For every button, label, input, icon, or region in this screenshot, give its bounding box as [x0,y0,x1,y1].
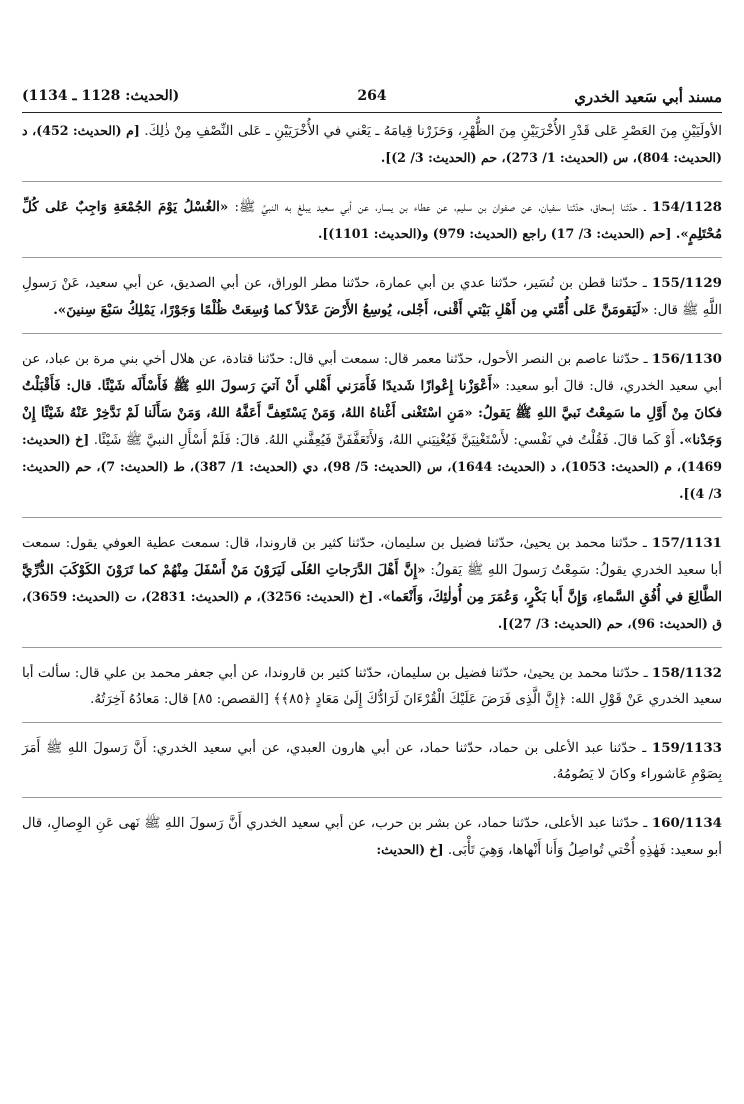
divider [22,257,722,258]
reference: [خ (الحديث: [376,842,444,857]
paragraph-text: الأولَيَيْنِ مِنَ العَصْرِ عَلى قَدْرِ الأُخْرَيَيْنِ مِنَ الظُّهْرِ، وَحَزَرْنا قِيامَهُ ـ يَعْني في الأُخْرَيَيْنِ ـ عَلى النِّصْفِ مِنْ ذٰلِكَ. [144,124,722,139]
isnad-text: ـ حدّثنا قطن بن نُسَير، حدّثنا عدي بن أبي عمارة، حدّثنا مطر الوراق، عن أبي الصديق، عن أبي سعيد، عَنْ رَسولِ اللَّهِ ﷺ قال: [22,276,722,318]
hadith-text: «إِنَّ أَهْلَ الدَّرَجاتِ العُلَى لَيَرَوْنَ مَنْ أَسْفَلَ مِنْهُمْ كما تَرَوْنَ الكَوْكَبَ الدُّرِّيَّ الطَّالِعَ في أُفُقِ السَّماءِ، وَإِنَّ أَبا بَكْرٍ، وَعُمَرَ مِن أُولٰئِكَ، وَأَنْعَما». [22,562,722,605]
isnad-text: ـ حدّثنا عبد الأعلى بن حماد، حدّثنا حماد، عن أبي هارون العبدي، عن أبي سعيد الخدري: أَنَّ رَسولَ اللهِ ﷺ أَمَرَ بِصَوْمِ عَاشوراء وكانَ لا يَصُومُهُ. [22,741,722,782]
hadith-entry-1130 [22,346,722,508]
isnad-text: ـ حدّثنا محمد بن يحيىٰ، حدّثنا فضيل بن سليمان، حدّثنا كثير بن قاروندا، قال: سمعت عطية العوفي يقول: سمعت أبا سعيد الخدري يقولُ: سَمِعْتُ رَسولَ اللهِ ﷺ يَقولُ: [22,536,722,578]
book-title: مسند أبي سَعيد الخدري [574,88,722,106]
hadith-number: 157/1131 [651,535,722,551]
hadith-entry-1131 [22,530,722,638]
reference: [خ (الحديث: 1469)، م (الحديث: 1053)، د (الحديث: 1644)، س (الحديث: 5/ 98)، دي (الحديث: 1/ 387)، ط (الحديث: 7)، حم (الحديث: 3/ 4)]. [22,432,723,501]
page-body [22,118,722,864]
hadith-number: 155/1129 [651,275,722,291]
quran-verse: ﴿إِنَّ الَّذِى فَرَضَ عَلَيْكَ الْقُرْءَانَ لَرَادُّكَ إِلَىٰ مَعَادٍ ﴿٨٥﴾﴾ [273,692,567,707]
page-header [22,86,722,113]
paragraph-continuation [22,118,722,172]
isnad-text: ـ حدّثنا إسحاق، حدّثنا سفيان، عن صفوان بن سليم، عن عطاء بن يسار، عن أبي سعيد يبلغ به النبيَّ ﷺ: [234,200,646,215]
isnad-text: ـ حدّثنا عاصم بن النصر الأحول، حدّثنا معمر قال: سمعت أبي قال: حدّثنا قتادة، عن هلال أخي بني مرة بن عباد، عن أبي سعيد الخدري، قال: قالَ أبو سعيد: [22,352,722,394]
hadith-entry-1129 [22,270,722,324]
hadith-number: 159/1133 [651,740,722,756]
hadith-number: 160/1134 [651,815,722,831]
hadith-entry-1134 [22,810,722,864]
hadith-entry-1128 [22,194,722,248]
hadith-text: «أَعْوَزْنا إِعْوازًا شَديدًا فَأَمَرَني أَهْلي أَنْ آتيَ رَسولَ اللهِ ﷺ فَأَسْأَلَه شَيْئًا. قال: فَأَقْبَلْتُ فكانَ مِنْ أَوَّلِ ما سَمِعْتُ نَبيَّ اللهِ ﷺ يَقولُ: «مَنِ اسْتَغْنى أَغْناهُ اللهُ، وَمَنْ يَسْتَعِفَّ أَعَفَّهُ اللهُ، وَمَنْ سَأَلَنا لَمْ نَدَّخِرْ عَنْهُ شَيْئًا إِنْ وَجَدْنا». [22,378,723,448]
reference: [م (الحديث: 452)، د (الحديث: 804)، س (الحديث: 1/ 273)، حم (الحديث: 3/ 2)]. [22,123,722,165]
isnad-text: ـ حدّثنا عبد الأعلى، حدّثنا حماد، عن بشر بن حرب، عن أبي سعيد الخدري أَنَّ رَسولَ اللهِ ﷺ نَهى عَنِ الوِصالِ، قال أبو سعيد: فَهٰذِهِ أُخْتي تُواصِلُ وَأَنا أَنْهاها، وَهِيَ تَأْبَى. [22,816,722,858]
hadith-number: 158/1132 [651,665,722,681]
divider [22,181,722,182]
hadith-text: «لَيَقومَنَّ عَلى أُمَّتي مِن أَهْلِ بَيْتي أَقْنى، أَجْلى، يُوسِعُ الأَرْضَ عَدْلاً كما وُسِعَتْ ظُلْمًا وَجَوْرًا، يَمْلِكُ سَبْعَ سِنينَ». [53,302,649,318]
divider [22,797,722,798]
reference: [حم (الحديث: 3/ 17) راجع (الحديث: 979) و(الحديث: 1101)]. [317,226,672,241]
hadith-entry-1132 [22,660,722,713]
verse-commentary: [القصص: ٨٥] قال: مَعادُهُ آخِرَتُهُ. [90,692,270,707]
hadith-number: 154/1128 [651,199,723,215]
hadith-number: 156/1130 [651,351,722,367]
divider [22,517,722,518]
hadith-text: «الغُسْلُ يَوْمَ الجُمْعَةِ وَاجِبٌ عَلى كُلِّ مُحْتَلِمٍ». [22,199,722,242]
divider [22,333,722,334]
isnad-text: ـ حدّثنا محمد بن يحيىٰ، حدّثنا فضيل بن سليمان، حدّثنا كثير بن قاروندا، عن أبي جعفر محمد بن علي قال: سألت أبا سعيد الخدري عَنْ قَوْلِ الله: [22,666,722,707]
divider [22,647,722,648]
hadith-entry-1133 [22,735,722,788]
divider [22,722,722,723]
reference: [خ (الحديث: 3256)، م (الحديث: 2831)، ت (الحديث: 3659)، ق (الحديث: 96)، حم (الحديث: 3/ 27)]. [22,589,722,631]
hadith-continuation: أَوْ كَما قالَ. فَقُلْتُ في نَفْسي: لأَسْتَغْنِيَنَّ فَيُغْنِيَني اللهُ، وَلأَتَعَفَّفَنَّ فَيُعِفَّني اللهُ. قالَ: فَلَمْ أَسْأَلِ النبيَّ ﷺ شَيْئًا. [93,433,675,448]
page-number: 264 [357,88,387,104]
hadith-range: (الحديث: 1128 ـ 1134) [22,88,180,104]
